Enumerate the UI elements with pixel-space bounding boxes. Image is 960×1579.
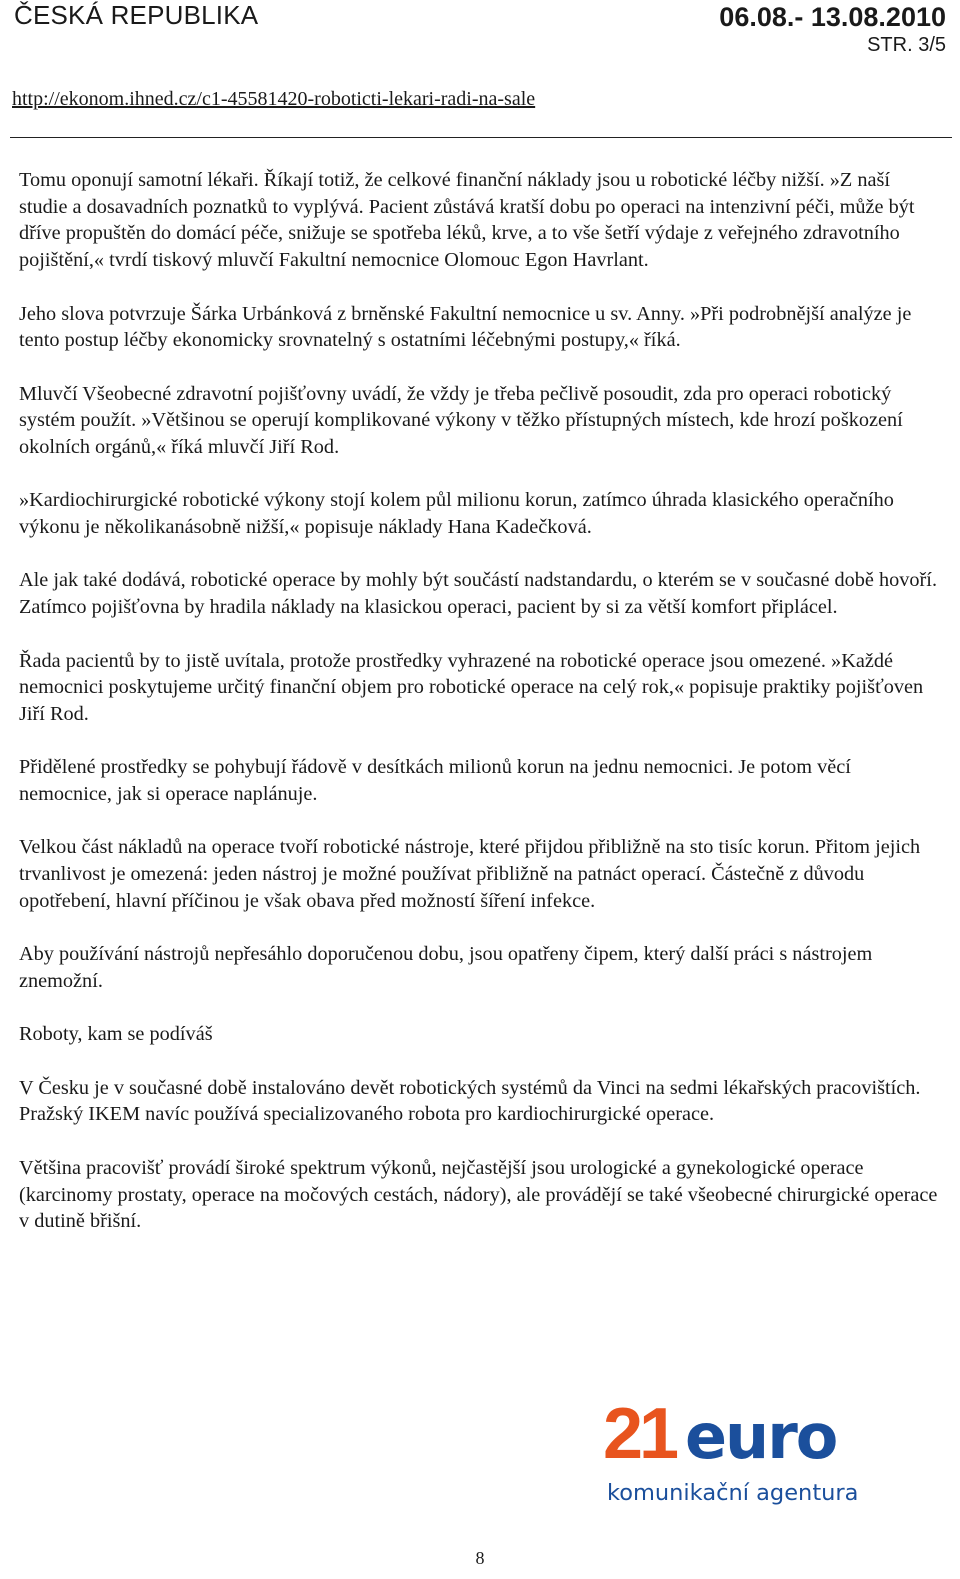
article-paragraph: Jeho slova potvrzuje Šárka Urbánková z brněnské Fakultní nemocnice u sv. Anny. »Při podrobnější analýze je tento postup léčby ekonomicky srovnatelný s ostatními léčebnými postupy,« říká. — [19, 302, 912, 352]
logo-word: euro — [685, 1400, 837, 1473]
article-paragraph: »Kardiochirurgické robotické výkony stojí kolem půl milionu korun, zatímco úhrada klasického operačního výkonu je několikanásobně nižší,« popisuje náklady Hana Kadečková. — [19, 489, 894, 539]
agency-logo — [603, 1400, 933, 1510]
header-meta — [719, 0, 946, 56]
article-paragraph: Aby používání nástrojů nepřesáhlo doporučenou dobu, jsou opatřeny čipem, který další práci s nástrojem znemožní. — [19, 943, 873, 992]
article-body — [19, 167, 939, 1262]
source-link[interactable]: http://ekonom.ihned.cz/c1-45581420-roboticti-lekari-radi-na-sale — [12, 88, 536, 110]
article-paragraph: Velkou část nákladů na operace tvoří robotické nástroje, které přijdou přibližně na sto tisíc korun. Přitom jejich trvanlivost je omezená: jeden nástroj je možné používat přibližně na patnáct operací. Částečně z důvodu opotřebení, hlavní příčinou je však obava před možností šíření infekce. — [19, 836, 921, 912]
article-paragraph: V Česku je v současné době instalováno devět robotických systémů da Vinci na sedmi lékařských pracovištích. Pražský IKEM navíc používá specializovaného robota pro kardiochirurgické operace. — [19, 1076, 921, 1126]
date-range: 06.08.- 13.08.2010 — [719, 2, 946, 32]
article-paragraph: Řada pacientů by to jistě uvítala, protože prostředky vyhrazené na robotické operace jsou omezené. »Každé nemocnici poskytujeme určitý finanční objem pro robotické operace na celý rok,« popisuje praktiky pojišťoven Jiří Rod. — [19, 649, 924, 725]
page-reference: STR. 3/5 — [867, 34, 946, 56]
logo-tagline: komunikační agentura — [607, 1480, 859, 1506]
article-paragraph: Ale jak také dodává, robotické operace by mohly být součástí nadstandardu, o kterém se v současné době hovoří. Zatímco pojišťovna by hradila náklady na klasickou operaci, pacient by si za větší komfort připlácel. — [19, 569, 938, 619]
article-paragraph: Přidělené prostředky se pohybují řádově v desítkách milionů korun na jednu nemocnici. Je potom věcí nemocnice, jak si operace naplánuje. — [19, 756, 851, 806]
article-paragraph: Mluvčí Všeobecné zdravotní pojišťovny uvádí, že vždy je třeba pečlivě posoudit, zda pro operaci robotický systém použít. »Většinou se operují komplikované výkony v těžko přístupných místech, kde hrozí poškození okolních orgánů,« říká mluvčí Jiří Rod. — [19, 382, 903, 458]
article-paragraph: Většina pracovišť provádí široké spektrum výkonů, nejčastější jsou urologické a gynekologické operace (karcinomy prostaty, operace na močových cestách, nádory), ale provádějí se také všeobecné chirurgické operace v dutině břišní. — [19, 1156, 938, 1233]
section-subheading: Roboty, kam se podíváš — [19, 1023, 213, 1046]
article-paragraph: Tomu oponují samotní lékaři. Říkají totiž, že celkové finanční náklady jsou u robotické léčby nižší. »Z naší studie a dosavadních poznatků to vyplývá. Pacient zůstává kratší dobu po operaci na intenzivní péči, může být dříve propuštěn do domácí péče, snižuje se spotřeba léků, krve, a to vše šetří výdaje z veřejného zdravotního pojištění,« tvrdí tiskový mluvčí Fakultní nemocnice Olomouc Egon Havrlant. — [19, 169, 915, 272]
publication-title: ČESKÁ REPUBLIKA — [14, 0, 259, 30]
page-number: 8 — [475, 1548, 485, 1568]
header-divider — [10, 137, 952, 138]
logo-number: 21 — [603, 1400, 676, 1474]
